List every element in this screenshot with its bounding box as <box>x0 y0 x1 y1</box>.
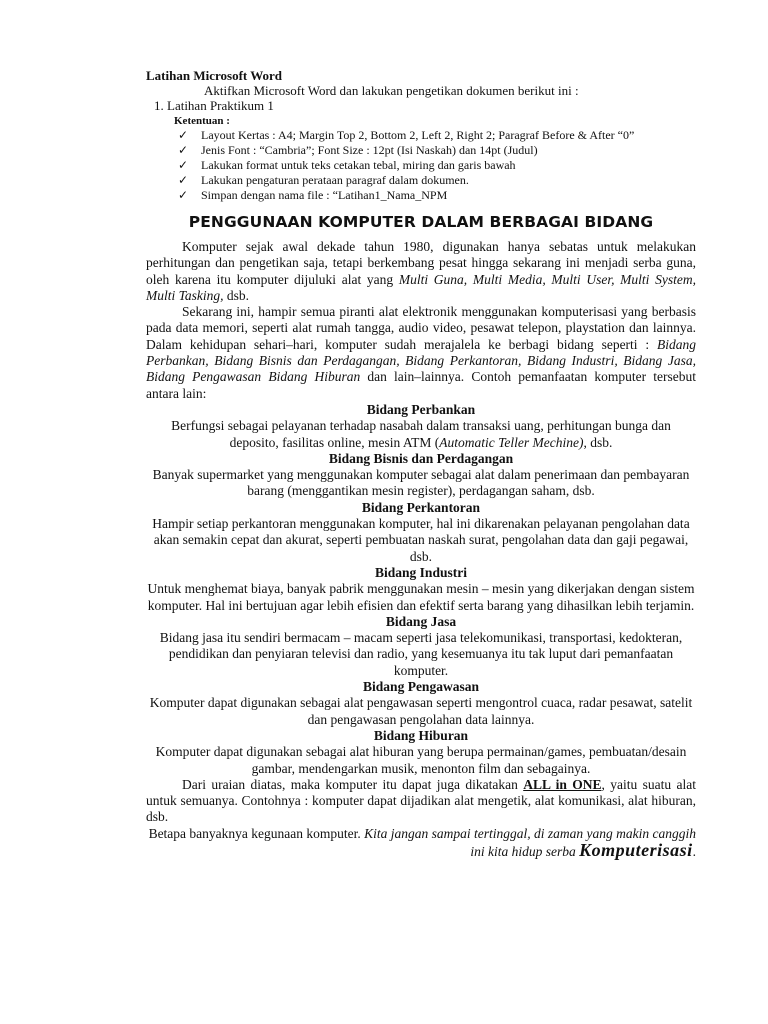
item-number: 1. <box>154 98 164 113</box>
rule-item <box>178 188 696 203</box>
rule-text: Simpan dengan nama file : “Latihan1_Nama_NPM <box>201 188 448 202</box>
p4-end: . <box>692 843 696 859</box>
section-title-jasa: Bidang Jasa <box>385 613 457 629</box>
checkmark-icon: ✓ <box>178 128 189 142</box>
section-title-bisnis: Bidang Bisnis dan Perdagangan <box>328 450 514 466</box>
section-title-hiburan: Bidang Hiburan <box>373 727 469 743</box>
item-label: Latihan Praktikum 1 <box>167 98 274 113</box>
document-heading: PENGGUNAAN KOMPUTER DALAM BERBAGAI BIDANG <box>188 213 654 231</box>
s1-end: , dsb. <box>583 434 613 450</box>
exercise-item <box>146 98 696 114</box>
paragraph-intro <box>146 239 696 304</box>
section-text-industri: Untuk menghemat biaya, banyak pabrik menggunakan mesin – mesin yang dikerjakan dengan sistem komputer. Hal ini bertujuan agar lebih efisien dan efektif serta barang yang dihasilkan lebih terjamin. <box>147 581 695 613</box>
section-title-industri: Bidang Industri <box>375 564 467 580</box>
exercise-intro: Aktifkan Microsoft Word dan lakukan pengetikan dokumen berikut ini : <box>204 83 579 98</box>
section-title-pengawasan: Bidang Pengawasan <box>363 679 479 695</box>
section-text-perkantoran: Hampir setiap perkantoran menggunakan komputer, hal ini dikarenakan pelayanan pengolahan data akan semakin cepat dan akurat, seperti pembuatan naskah surat, pengolahan data dan gaji pegawai, dsb. <box>152 516 690 564</box>
rule-item <box>178 143 696 158</box>
p3-text: Dari uraian diatas, maka komputer itu dapat juga dikatakan <box>182 776 524 792</box>
checkmark-icon: ✓ <box>178 173 189 187</box>
section-text-pengawasan: Komputer dapat digunakan sebagai alat pengawasan seperti mengontrol cuaca, radar pesawat, satelit dan pengawasan pengolahan data lainnya. <box>149 695 693 727</box>
checkmark-icon: ✓ <box>178 143 189 157</box>
all-in-one-text: ALL in ONE <box>523 776 602 792</box>
rule-item <box>178 128 696 143</box>
rule-text: Jenis Font : “Cambria”; Font Size : 12pt (Isi Naskah) dan 14pt (Judul) <box>201 143 538 157</box>
p2-end: dan lain–lainnya. Contoh pemanfaatan komputer tersebut antara lain: <box>146 369 696 401</box>
section-text-perbankan <box>146 418 696 451</box>
rules-list <box>146 128 696 203</box>
rule-text: Layout Kertas : A4; Margin Top 2, Bottom 2, Left 2, Right 2; Paragraf Before & After “0” <box>201 128 635 142</box>
p2-text: Sekarang ini, hampir semua piranti alat elektronik menggunakan komputerisasi yang berbasis pada data memori, seperti alat rumah tangga, audio video, pesawat telepon, playstation dan lainnya. Dalam kehidupan sehari–hari, komputer sudah merajalela ke berbagi bidang seperti : <box>146 304 696 352</box>
s1-italic: Automatic Teller Mechine) <box>439 434 584 450</box>
section-text-jasa: Bidang jasa itu sendiri bermacam – macam seperti jasa telekomunikasi, transportasi, kedokteran, pendidikan dan penyiaran televisi dan radio, yang kesemuanya itu tak luput dari pemanfaatan komputer. <box>159 630 683 678</box>
s1-text: Berfungsi sebagai pelayanan terhadap nasabah dalam transaksi uang, perhitungan bunga dan deposito, fasilitas online, mesin ATM ( <box>171 418 671 450</box>
section-text-hiburan: Komputer dapat digunakan sebagai alat hiburan yang berupa permainan/games, pembuatan/desain gambar, mendengarkan musik, menonton film dan sebagainya. <box>155 744 687 776</box>
checkmark-icon: ✓ <box>178 188 189 202</box>
section-title-perbankan: Bidang Perbankan <box>366 401 476 417</box>
komputerisasi-text: Komputerisasi <box>579 839 693 860</box>
p3-end: , yaitu suatu alat untuk semuanya. Contohnya : komputer dapat dijadikan alat mengetik, alat komunikasi, alat hiburan, dsb. <box>146 776 696 825</box>
rule-text: Lakukan pengaturan perataan paragraf dalam dokumen. <box>201 173 469 187</box>
paragraph-usage <box>146 304 696 402</box>
paragraph-closing <box>146 826 696 861</box>
p1-end: dsb. <box>223 287 250 303</box>
ketentuan-label: Ketentuan : <box>174 115 230 127</box>
exercise-title: Latihan Microsoft Word <box>146 68 283 83</box>
p4-italic: Kita jangan sampai tertinggal, di zaman yang makin canggih ini kita hidup serba <box>364 825 696 859</box>
paragraph-conclusion <box>146 777 696 826</box>
section-title-perkantoran: Bidang Perkantoran <box>361 499 481 515</box>
section-text-bisnis: Banyak supermarket yang menggunakan komputer sebagai alat dalam penerimaan dan pembayaran barang (menggantikan mesin register), perdagangan saham, dsb. <box>152 467 690 499</box>
p1-text: Komputer sejak awal dekade tahun 1980, digunakan hanya sebatas untuk melakukan perhitungan dan pengetikan saja, tetapi berkembang pesat hingga sekarang ini menjadi serba guna, oleh karena itu komputer dijuluki alat yang <box>146 239 696 287</box>
p4-text: Betapa banyaknya kegunaan komputer. <box>148 825 365 841</box>
p2-italic: Bidang Perbankan, Bidang Bisnis dan Perdagangan, Bidang Perkantoran, Bidang Industri, Bidang Jasa, Bidang Pengawasan Bidang Hiburan <box>146 336 696 385</box>
rule-item <box>178 158 696 173</box>
checkmark-icon: ✓ <box>178 158 189 172</box>
document-body <box>146 239 696 860</box>
p1-italic: Multi Guna, Multi Media, Multi User, Multi System, Multi Tasking, <box>146 271 696 303</box>
rule-text: Lakukan format untuk teks cetakan tebal, miring dan garis bawah <box>201 158 516 172</box>
rule-item <box>178 173 696 188</box>
